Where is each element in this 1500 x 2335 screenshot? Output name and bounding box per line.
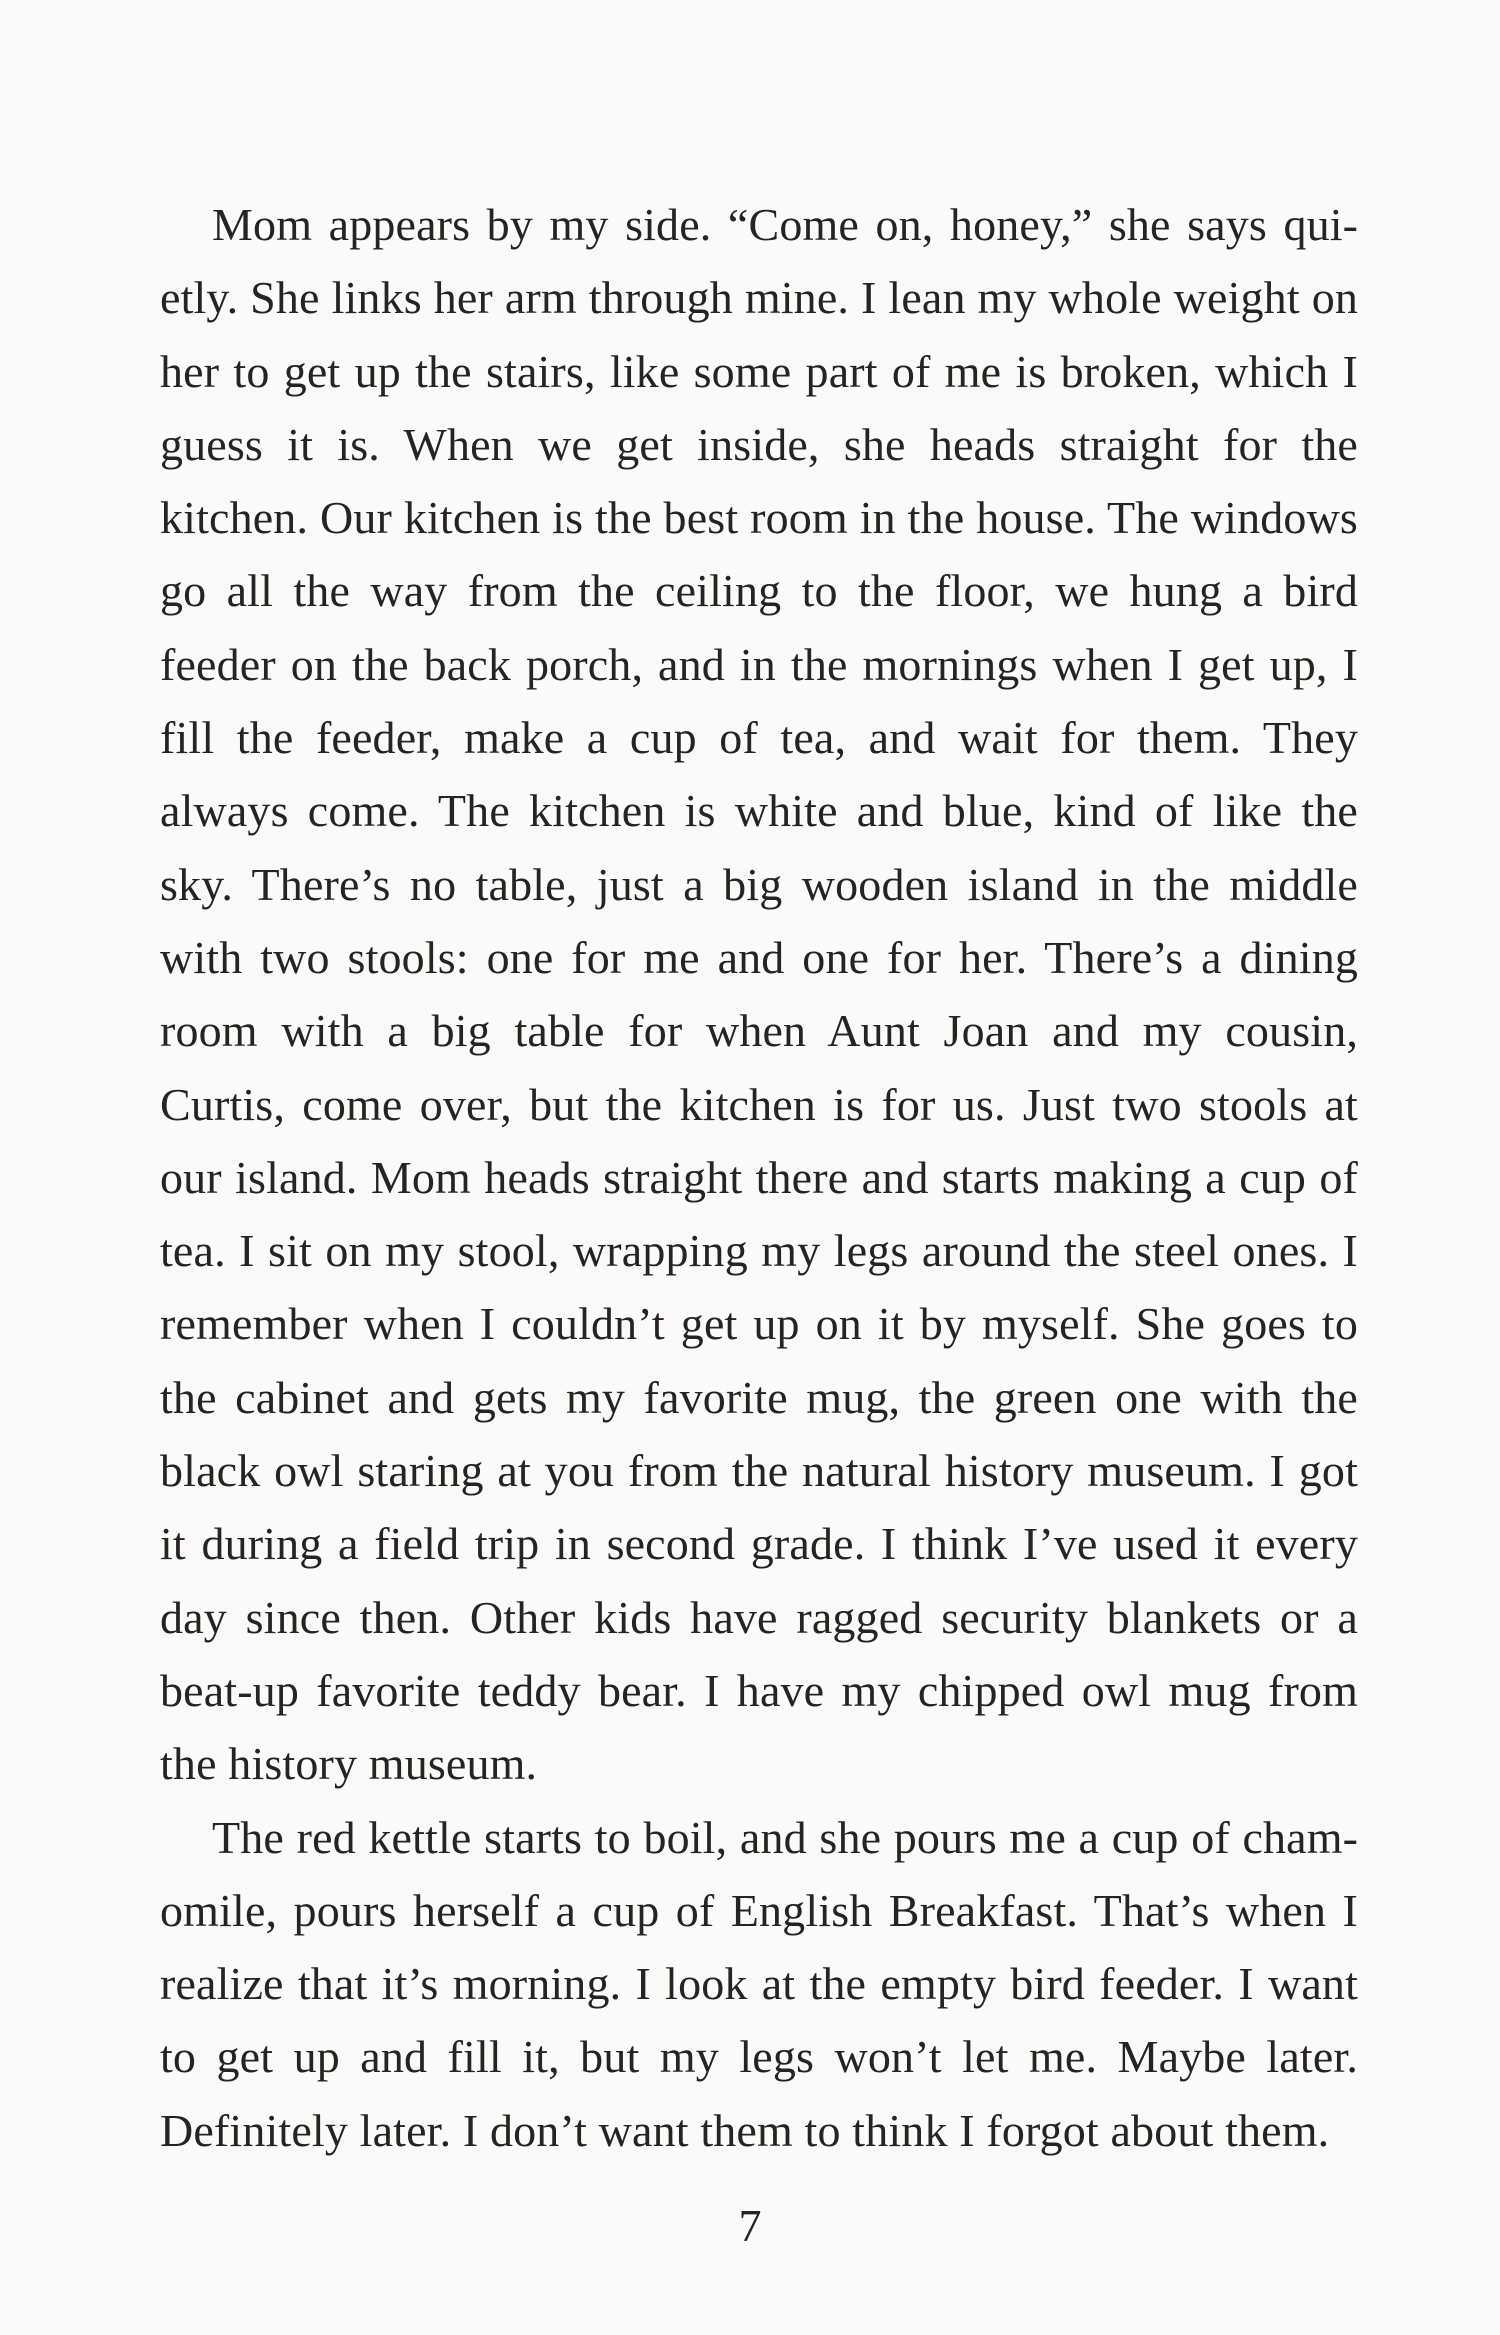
page-number: 7 [738,2200,762,2251]
paragraph: Mom appears by my side. “Come on, honey,” she says quietly. She links her arm through mine. I lean my whole weight on her to get up the stairs, like some part of me is broken, which I guess it is. When we get inside, she heads straight for the kitchen. Our kitchen is the best room in the house. The windows go all the way from the ceiling to the floor, we hung a bird feeder on the back porch, and in the mornings when I get up, I fill the feeder, make a cup of tea, and wait for them. They always come. The kitchen is white and blue, kind of like the sky. There’s no table, just a big wooden island in the middle with two stools: one for me and one for her. There’s a dining room with a big table for when Aunt Joan and my cousin, Curtis, come over, but the kitchen is for us. Just two stools at our island. Mom heads straight there and starts making a cup of tea. I sit on my stool, wrapping my legs around the steel ones. I remember when I couldn’t get up on it by myself. She goes to the cabinet and gets my favorite mug, the green one with the black owl staring at you from the natural history museum. I got it during a field trip in second grade. I think I’ve used it every day since then. Other kids have ragged security blankets or a beat-up favorite teddy bear. I have my chipped owl mug from the history museum. [160,199,1358,1790]
paragraph: The red kettle starts to boil, and she pours me a cup of chamomile, pours herself a cup of English Breakfast. That’s when I realize that it’s morning. I look at the empty bird feeder. I want to get up and fill it, but my legs won’t let me. Maybe later. Definitely later. I don’t want them to think I forgot about them. [160,1811,1358,2156]
body-text [160,188,1358,2167]
